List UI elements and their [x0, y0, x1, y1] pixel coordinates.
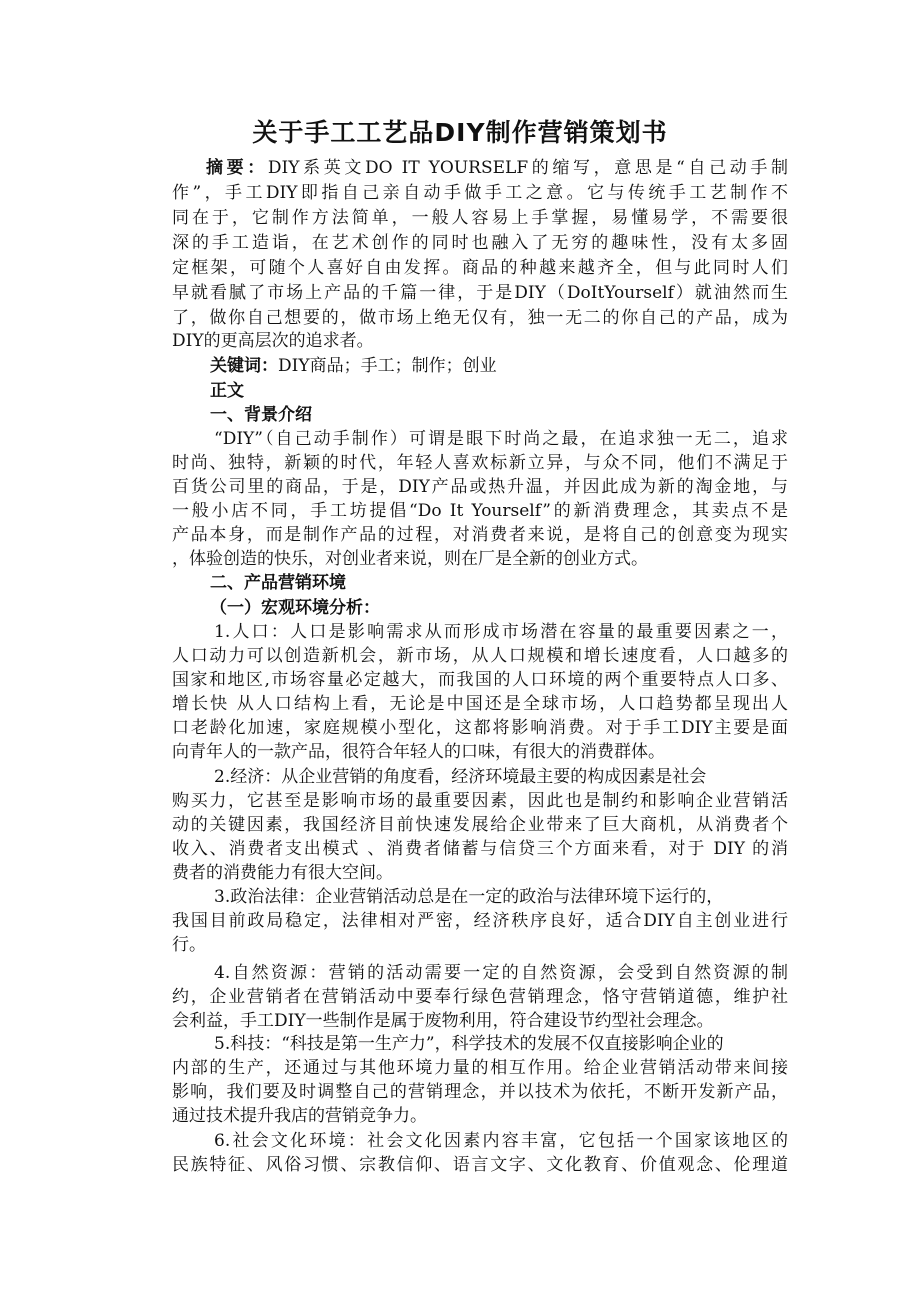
section1-heading: 一、背景介绍 — [210, 405, 312, 425]
abstract-label: 摘要： — [206, 158, 268, 178]
item-line: 影响，我们要及时调整自己的营销理念，并以技术为依托，不断开发新产品， — [172, 1082, 788, 1102]
abstract-line: 深的手工造诣，在艺术创作的同时也融入了无穷的趣味性，没有太多固 — [172, 233, 788, 253]
item-line: 民族特征、风俗习惯、宗教信仰、语言文字、文化教育、价值观念、伦理道 — [172, 1155, 788, 1175]
item-line: 2.经济：从企业营销的角度看，经济环境最主要的构成因素是社会 — [214, 767, 707, 787]
item-line: 通过技术提升我店的营销竞争力。 — [172, 1106, 427, 1126]
item-line: 增长快 从人口结构上看，无论是中国还是全球市场，人口趋势都呈现出人 — [172, 694, 788, 714]
item-line: 约，企业营销者在营销活动中要奉行绿色营销理念，恪守营销道德，维护社 — [172, 987, 788, 1007]
item-line: 6.社会文化环境：社会文化因素内容丰富，它包括一个国家该地区的 — [214, 1131, 788, 1151]
section2-subheading: （一）宏观环境分析： — [210, 598, 380, 618]
abstract-line: 早就看腻了市场上产品的千篇一律，于是DIY（DoItYourself）就油然而生 — [172, 283, 788, 303]
document-title: 关于手工工艺品DIY制作营销策划书 — [252, 118, 668, 147]
section1-line: ，体验创造的快乐，对创业者来说，则在厂是全新的创业方式。 — [172, 549, 648, 569]
abstract-line: DIY的更高层次的追求者。 — [172, 331, 374, 351]
section2-heading: 二、产品营销环境 — [210, 573, 346, 593]
abstract-line: 作”，手工DIY即指自己亲自动手做手工之意。它与传统手工艺制作不 — [172, 183, 788, 203]
item-line: 动的关键因素，我国经济目前快速发展给企业带来了巨大商机，从消费者个 — [172, 815, 788, 835]
item-line: 国家和地区,市场容量必定越大，而我国的人口环境的两个重要特点人口多、 — [172, 670, 788, 690]
item-line: 会利益，手工DIY一些制作是属于废物利用，符合建设节约型社会理念。 — [172, 1011, 714, 1031]
item-line: 口老龄化加速，家庭规模小型化，这都将影响消费。对于手工DIY主要是面 — [172, 718, 788, 738]
item-line: 3.政治法律：企业营销活动总是在一定的政治与法律环境下运行的， — [214, 887, 724, 907]
item-line: 购买力，它甚至是影响市场的最重要因素，因此也是制约和影响企业营销活 — [172, 791, 788, 811]
item-line: 费者的消费能力有很大空间。 — [172, 863, 393, 883]
abstract-line: 摘要：DIY系英文DO IT YOURSELF的缩写，意思是“自己动手制 — [206, 158, 789, 178]
section1-line: 一般小店不同，手工坊提倡“Do It Yourself”的新消费理念，其卖点不是 — [172, 501, 788, 521]
item-line: 内部的生产，还通过与其他环境力量的相互作用。给企业营销活动带来间接 — [172, 1058, 788, 1078]
item-line: 行。 — [172, 935, 206, 955]
item-line: 我国目前政局稳定，法律相对严密，经济秩序良好，适合DIY自主创业进行 — [172, 911, 788, 931]
abstract-line: 了，做你自己想要的，做市场上绝无仅有，独一无二的你自己的产品，成为 — [172, 308, 788, 328]
item-line: 4.自然资源：营销的活动需要一定的自然资源，会受到自然资源的制 — [214, 963, 788, 983]
abstract-line: 定框架，可随个人喜好自由发挥。商品的种越来越齐全，但与此同时人们 — [172, 258, 788, 278]
item-line: 收入、消费者支出模式 、消费者储蓄与信贷三个方面来看，对于 DIY 的消 — [172, 839, 788, 859]
section1-line: 产品本身，而是制作产品的过程，对消费者来说，是将自己的创意变为现实 — [172, 525, 788, 545]
section1-line: “DIY”（自己动手制作）可谓是眼下时尚之最，在追求独一无二，追求 — [214, 429, 788, 449]
keywords-line — [210, 355, 826, 378]
section1-line: 百货公司里的商品，于是，DIY产品或热升温，并因此成为新的淘金地，与 — [172, 477, 788, 497]
item-line: 人口动力可以创造新机会，新市场，从人口规模和增长速度看，人口越多的 — [172, 646, 788, 666]
abstract-line: 同在于，它制作方法简单，一般人容易上手掌握，易懂易学，不需要很 — [172, 208, 788, 228]
keywords-label: 关键词： — [210, 356, 278, 376]
item-line: 5.科技：“科技是第一生产力”，科学技术的发展不仅直接影响企业的 — [214, 1034, 724, 1054]
section1-line: 时尚、独特，新颖的时代，年轻人喜欢标新立异，与众不同，他们不满足于 — [172, 453, 788, 473]
keywords-text: DIY商品；手工；制作；创业 — [278, 356, 497, 376]
body-label: 正文 — [210, 381, 244, 401]
item-line: 1.人口：人口是影响需求从而形成市场潜在容量的最重要因素之一， — [214, 622, 788, 642]
item-line: 向青年人的一款产品，很符合年轻人的口味，有很大的消费群体。 — [172, 742, 665, 762]
